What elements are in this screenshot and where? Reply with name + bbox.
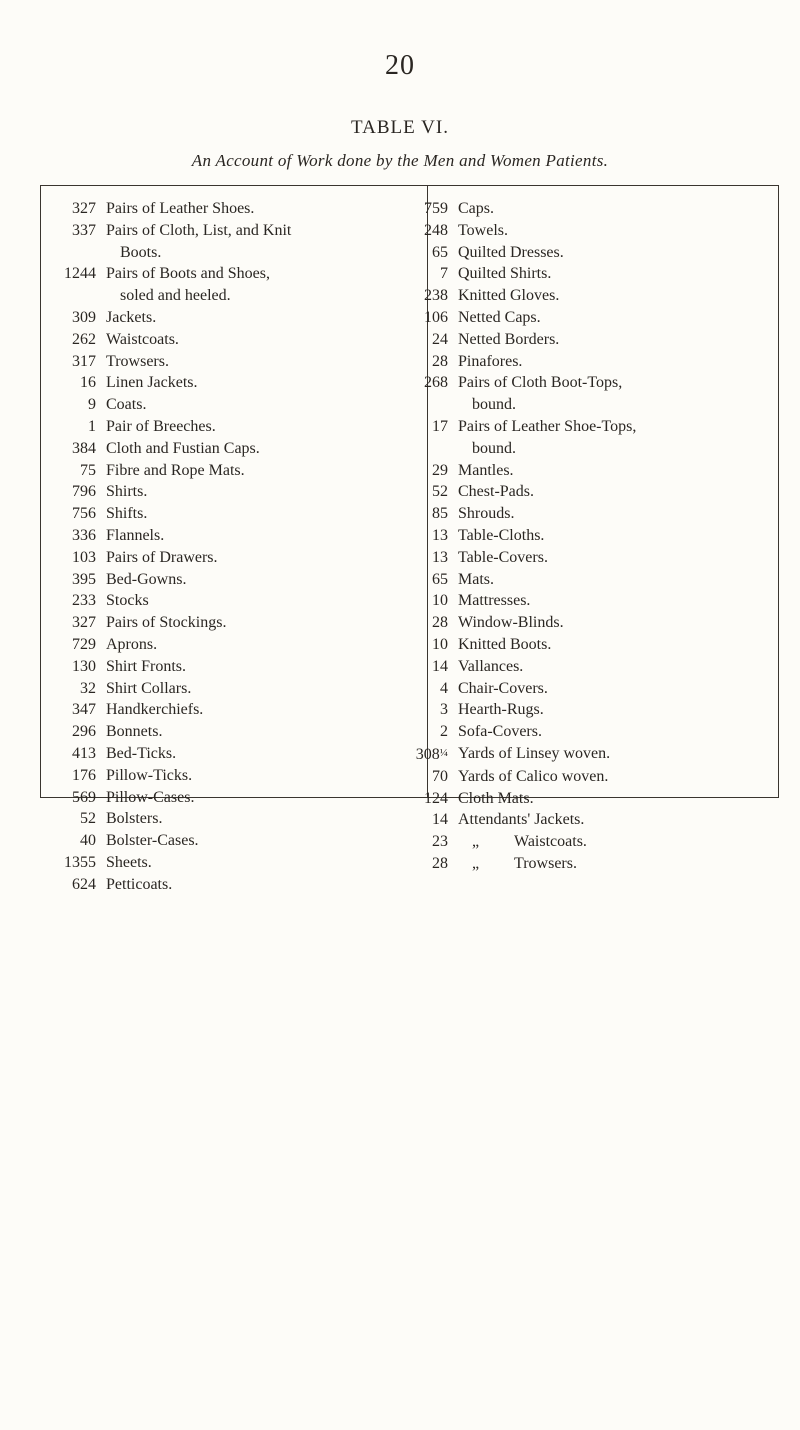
list-item: 9 Coats. — [88, 396, 147, 414]
list-item: 75 Fibre and Rope Mats. — [80, 461, 245, 479]
list-item: 336 Flannels. — [72, 526, 165, 544]
list-item: 384 Cloth and Fustian Caps. — [72, 439, 260, 457]
ditto-mark: „ — [472, 854, 480, 872]
list-item: 23 „ Waistcoats. — [405, 831, 777, 853]
list-item: 268 Pairs of Cloth Boot-Tops, — [424, 374, 623, 392]
table-right-rule — [778, 185, 779, 798]
list-item: 70 Yards of Calico woven. — [432, 767, 609, 785]
page-number: 20 — [385, 50, 415, 81]
list-item: 65 Mats. — [432, 570, 494, 588]
list-item: 52 Chest-Pads. — [432, 483, 534, 501]
list-item: 248 Towels. — [424, 221, 508, 239]
list-item: 17 Pairs of Leather Shoe-Tops, — [432, 417, 637, 435]
list-item: 13 Table-Covers. — [432, 548, 548, 566]
list-item: 124 Cloth Mats. — [424, 789, 534, 807]
list-item: 7 Quilted Shirts. — [440, 265, 552, 283]
list-item: 233 Stocks — [72, 592, 149, 610]
table-left-rule — [40, 185, 41, 798]
list-item-continuation: soled and heeled. — [120, 287, 231, 305]
list-item: 29 Mantles. — [432, 461, 514, 479]
list-item: 729 Aprons. — [72, 635, 158, 653]
list-item: 14 Attendants' Jackets. — [432, 811, 585, 829]
table-top-rule — [40, 185, 779, 186]
list-item: 1355 Sheets. — [64, 853, 152, 871]
list-item: 28 „ Trowsers. — [405, 853, 777, 875]
list-item: 569 Pillow-Cases. — [72, 788, 195, 806]
ditto-mark: „ — [472, 833, 480, 851]
list-item: 14 Vallances. — [432, 657, 524, 675]
list-item-continuation: bound. — [472, 396, 516, 414]
list-item: 1 Pair of Breeches. — [88, 417, 216, 435]
list-item: 238 Knitted Gloves. — [424, 287, 560, 305]
list-item: 65 Quilted Dresses. — [432, 243, 564, 261]
list-item: 2 Sofa-Covers. — [440, 723, 542, 741]
list-item: 130 Shirt Fronts. — [72, 657, 187, 675]
list-item: 327 Pairs of Leather Shoes. — [72, 200, 255, 217]
list-item: 106 Netted Caps. — [424, 308, 541, 326]
list-item: 796 Shirts. — [72, 483, 148, 501]
list-item: 16 Linen Jackets. — [80, 374, 198, 392]
list-item: 24 Netted Borders. — [432, 330, 560, 348]
list-item: 40 Bolster-Cases. — [80, 832, 199, 850]
right-column — [405, 198, 777, 875]
list-item: 413 Bed-Ticks. — [72, 744, 177, 762]
list-item: 1244 Pairs of Boots and Shoes, — [64, 265, 270, 283]
list-item: 317 Trowsers. — [72, 352, 169, 370]
list-item: 3 Hearth-Rugs. — [440, 701, 544, 719]
left-column — [55, 198, 315, 896]
list-item: 4 Chair-Covers. — [440, 679, 548, 697]
list-item: 262 Waistcoats. — [72, 330, 179, 348]
list-item: 13 Table-Cloths. — [432, 526, 545, 544]
list-item: 308¼ Yards of Linsey woven. — [415, 744, 611, 763]
list-item-continuation: Boots. — [120, 243, 162, 261]
list-item: 85 Shrouds. — [432, 505, 515, 523]
list-item: 176 Pillow-Ticks. — [72, 766, 193, 784]
list-item: 337 Pairs of Cloth, List, and Knit — [72, 221, 292, 239]
list-item: 10 Mattresses. — [432, 592, 531, 610]
list-item-continuation: bound. — [472, 439, 516, 457]
table-title: TABLE VI. — [351, 117, 449, 138]
list-item: 28 Window-Blinds. — [432, 614, 564, 632]
list-item: 28 Pinafores. — [432, 352, 523, 370]
list-item: 327 Pairs of Stockings. — [72, 614, 227, 632]
list-item: 347 Handkerchiefs. — [72, 701, 204, 719]
list-item: 756 Shifts. — [72, 505, 148, 523]
list-item: 103 Pairs of Drawers. — [72, 548, 218, 566]
list-item: 52 Bolsters. — [80, 810, 163, 828]
list-item: 296 Bonnets. — [72, 723, 163, 741]
list-item: 759 Caps. — [424, 200, 494, 217]
list-item: 10 Knitted Boots. — [432, 635, 552, 653]
list-item: 32 Shirt Collars. — [80, 679, 192, 697]
list-item: 624 Petticoats. — [72, 875, 173, 893]
list-item: 395 Bed-Gowns. — [72, 570, 187, 588]
table-subtitle: An Account of Work done by the Men and Women Patients. — [191, 151, 609, 170]
list-item: 309 Jackets. — [72, 308, 157, 326]
